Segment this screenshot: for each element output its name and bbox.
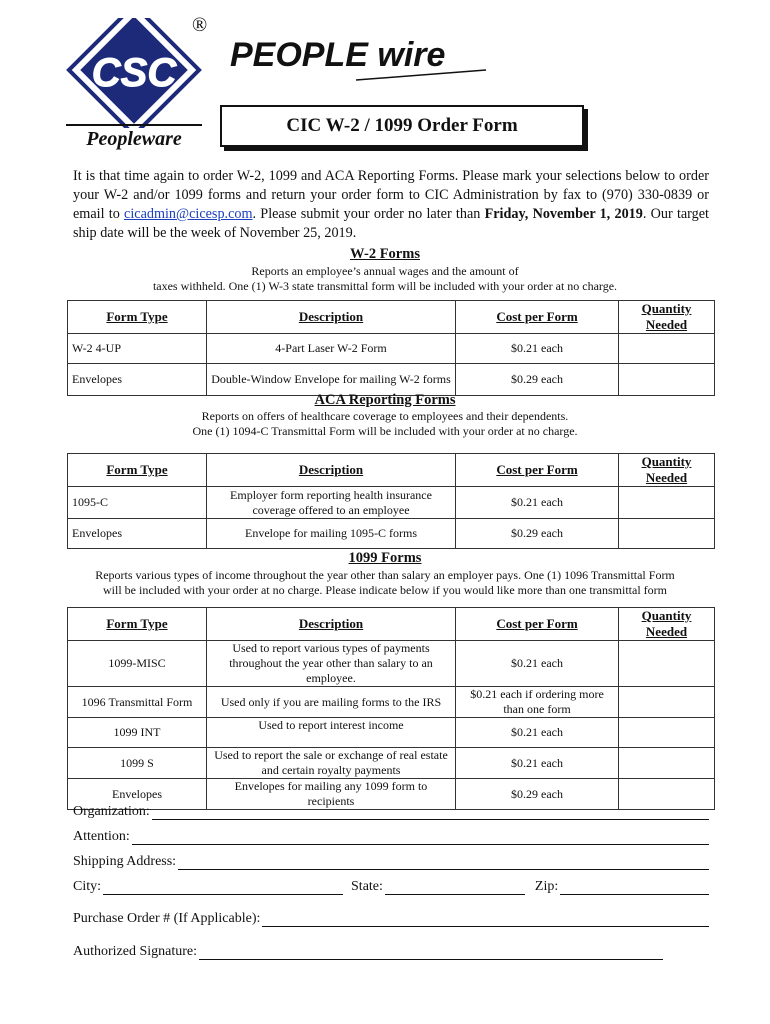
w2-desc-1: Reports an employee’s annual wages and the amount of [251, 264, 519, 278]
intro-paragraph: It is that time again to order W-2, 1099 and ACA Reporting Forms. Please mark your selections below to order your W-2 and/or 1099 forms and return your order form to CIC Administration by fax to (970) 330-0839 or email to cicadmin@cicesp.com. Please submit your order no later than Friday, November 1, 2019. Our target ship date will be the week of November 25, 2019. [73, 168, 709, 241]
table-row: Envelopes Envelopes for mailing any 1099 form to recipients $0.29 each [68, 779, 715, 810]
quantity-input[interactable] [619, 334, 715, 364]
quantity-input[interactable] [619, 487, 715, 519]
quantity-input[interactable] [619, 748, 715, 779]
table-row: 1099-MISC Used to report various types of payments throughout the year other than salary to an employee. $0.21 each [68, 641, 715, 687]
table-row: Envelopes Envelope for mailing 1095-C forms $0.29 each [68, 519, 715, 549]
table-row: 1096 Transmittal Form Used only if you are mailing forms to the IRS $0.21 each if ordering more than one form [68, 687, 715, 718]
zip-label: Zip: [534, 879, 559, 894]
col-form-type: Form Type [68, 301, 207, 334]
city-state-zip-row [73, 879, 709, 895]
form-title: CIC W-2 / 1099 Order Form [220, 105, 584, 147]
f1099-desc-2: will be included with your order at no charge. Please indicate below if you would like more than one transmittal form [103, 583, 667, 597]
w2-heading: W-2 Forms [350, 246, 420, 262]
quantity-input[interactable] [619, 364, 715, 396]
logo-text: CSC [91, 51, 177, 95]
col-description: Description [207, 301, 456, 334]
registered-mark: ® [192, 14, 208, 36]
table-row: Envelopes Double-Window Envelope for mailing W-2 forms $0.29 each [68, 364, 715, 396]
state-label: State: [351, 879, 383, 894]
email-link[interactable]: cicadmin@cicesp.com [124, 206, 253, 222]
w2-desc-2: taxes withheld. One (1) W-3 state transmittal form will be included with your order at no charge. [152, 279, 618, 293]
aca-heading: ACA Reporting Forms [314, 392, 456, 408]
shipping-address-field[interactable]: Shipping Address: [73, 854, 709, 870]
f1099-heading: 1099 Forms [348, 550, 422, 566]
w2-table [67, 300, 715, 396]
table-row: 1099 INT Used to report interest income $0.21 each [68, 718, 715, 748]
col-quantity: Quantity Needed [619, 301, 715, 334]
csc-logo [66, 18, 202, 128]
table-header-row: Form Type Description Cost per Form Quantity Needed [68, 608, 715, 641]
table-header-row [68, 301, 715, 334]
company-name: Peopleware [66, 124, 202, 151]
aca-desc-1: Reports on offers of healthcare coverage to employees and their dependents. [201, 409, 569, 423]
zip-field[interactable] [560, 880, 709, 895]
city-label: City: [73, 879, 102, 894]
signature-field[interactable]: Authorized Signature: [73, 944, 663, 960]
table-row: 1099 S Used to report the sale or exchange of real estate and certain royalty payments $0.21 each [68, 748, 715, 779]
quantity-input[interactable] [619, 641, 715, 687]
f1099-table [67, 607, 715, 810]
attention-field[interactable]: Attention: [73, 829, 709, 845]
aca-desc-2: One (1) 1094-C Transmittal Form will be included with your order at no charge. [192, 424, 578, 438]
peoplewire-logo [226, 26, 506, 96]
deadline: Friday, November 1, 2019 [484, 206, 643, 222]
organization-field[interactable]: Organization: [73, 804, 709, 820]
quantity-input[interactable] [619, 687, 715, 718]
quantity-input[interactable] [619, 519, 715, 549]
city-field[interactable] [103, 880, 343, 895]
state-field[interactable] [385, 880, 525, 895]
quantity-input[interactable] [619, 718, 715, 748]
col-cost: Cost per Form [456, 301, 619, 334]
table-row: 1095-C Employer form reporting health insurance coverage offered to an employee $0.21 each [68, 487, 715, 519]
table-header-row: Form Type Description Cost per Form Quantity Needed [68, 454, 715, 487]
aca-table [67, 453, 715, 549]
table-row: W-2 4-UP 4-Part Laser W-2 Form $0.21 each [68, 334, 715, 364]
f1099-desc-1: Reports various types of income throughout the year other than salary an employer pays. One (1) 1096 Transmittal Form [95, 568, 675, 582]
brand-name: PEOPLE wire [230, 36, 446, 74]
purchase-order-field[interactable]: Purchase Order # (If Applicable): [73, 911, 709, 927]
